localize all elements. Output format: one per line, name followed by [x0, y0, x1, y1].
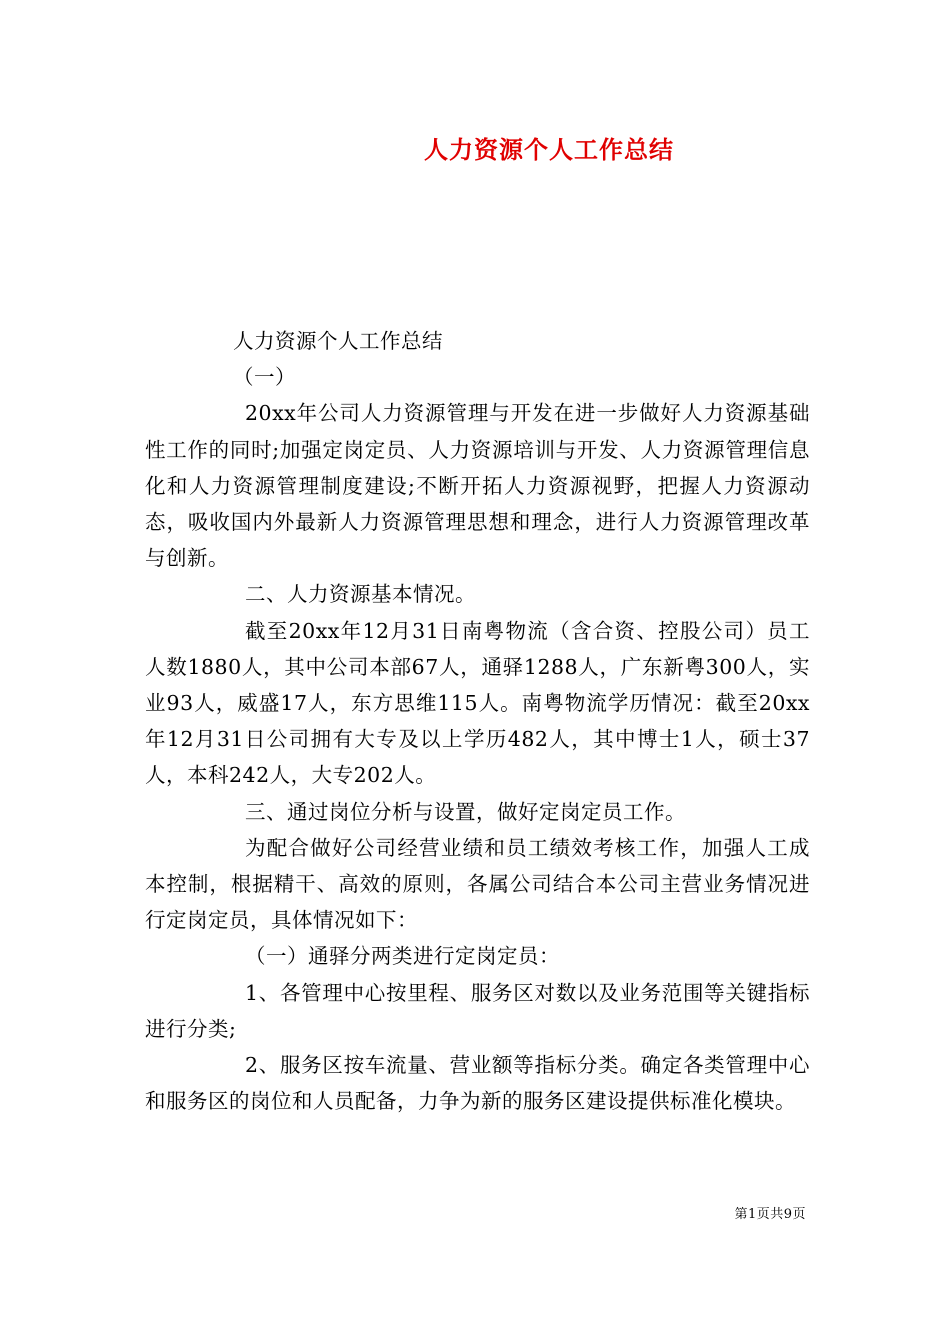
section-heading-3: 三、通过岗位分析与设置，做好定岗定员工作。 [245, 799, 686, 824]
document-subtitle: 人力资源个人工作总结 [233, 329, 443, 353]
list-item: 2、服务区按车流量、营业额等指标分类。确定各类管理中心和服务区的岗位和人员配备，力争为新的服务区建设提供标准化模块。 [145, 1053, 810, 1114]
page-number: 第1页共9页 [734, 1207, 806, 1222]
section-marker: （一） [233, 365, 296, 390]
list-item: 1、各管理中心按里程、服务区对数以及业务范围等关键指标进行分类; [145, 980, 810, 1041]
paragraph-basic-info: 截至20xx年12月31日南粤物流（含合资、控股公司）员工人数1880人，其中公司本部67人，通驿1288人，广东新粤300人，实业93人，威盛17人，东方思维115人。南粤物流学历情况：截至20xx年12月31日公司拥有大专及以上学历482人，其中博士1人，硕士37人，本科242人，大专202人。 [145, 618, 810, 788]
subsection-heading-1: （一）通驿分两类进行定岗定员： [245, 944, 560, 969]
section-heading-2: 二、人力资源基本情况。 [245, 582, 476, 607]
document-title: 人力资源个人工作总结 [424, 136, 674, 164]
document-body [145, 323, 810, 1119]
paragraph-intro: 20xx年公司人力资源管理与开发在进一步做好人力资源基础性工作的同时;加强定岗定员、人力资源培训与开发、人力资源管理信息化和人力资源管理制度建设;不断开拓人力资源视野，把握人力资源动态，吸收国内外最新人力资源管理思想和理念，进行人力资源管理改革与创新。 [145, 401, 810, 571]
paragraph-staffing: 为配合做好公司经营业绩和员工绩效考核工作，加强人工成本控制，根据精干、高效的原则，各属公司结合本公司主营业务情况进行定岗定员，具体情况如下： [145, 835, 810, 933]
